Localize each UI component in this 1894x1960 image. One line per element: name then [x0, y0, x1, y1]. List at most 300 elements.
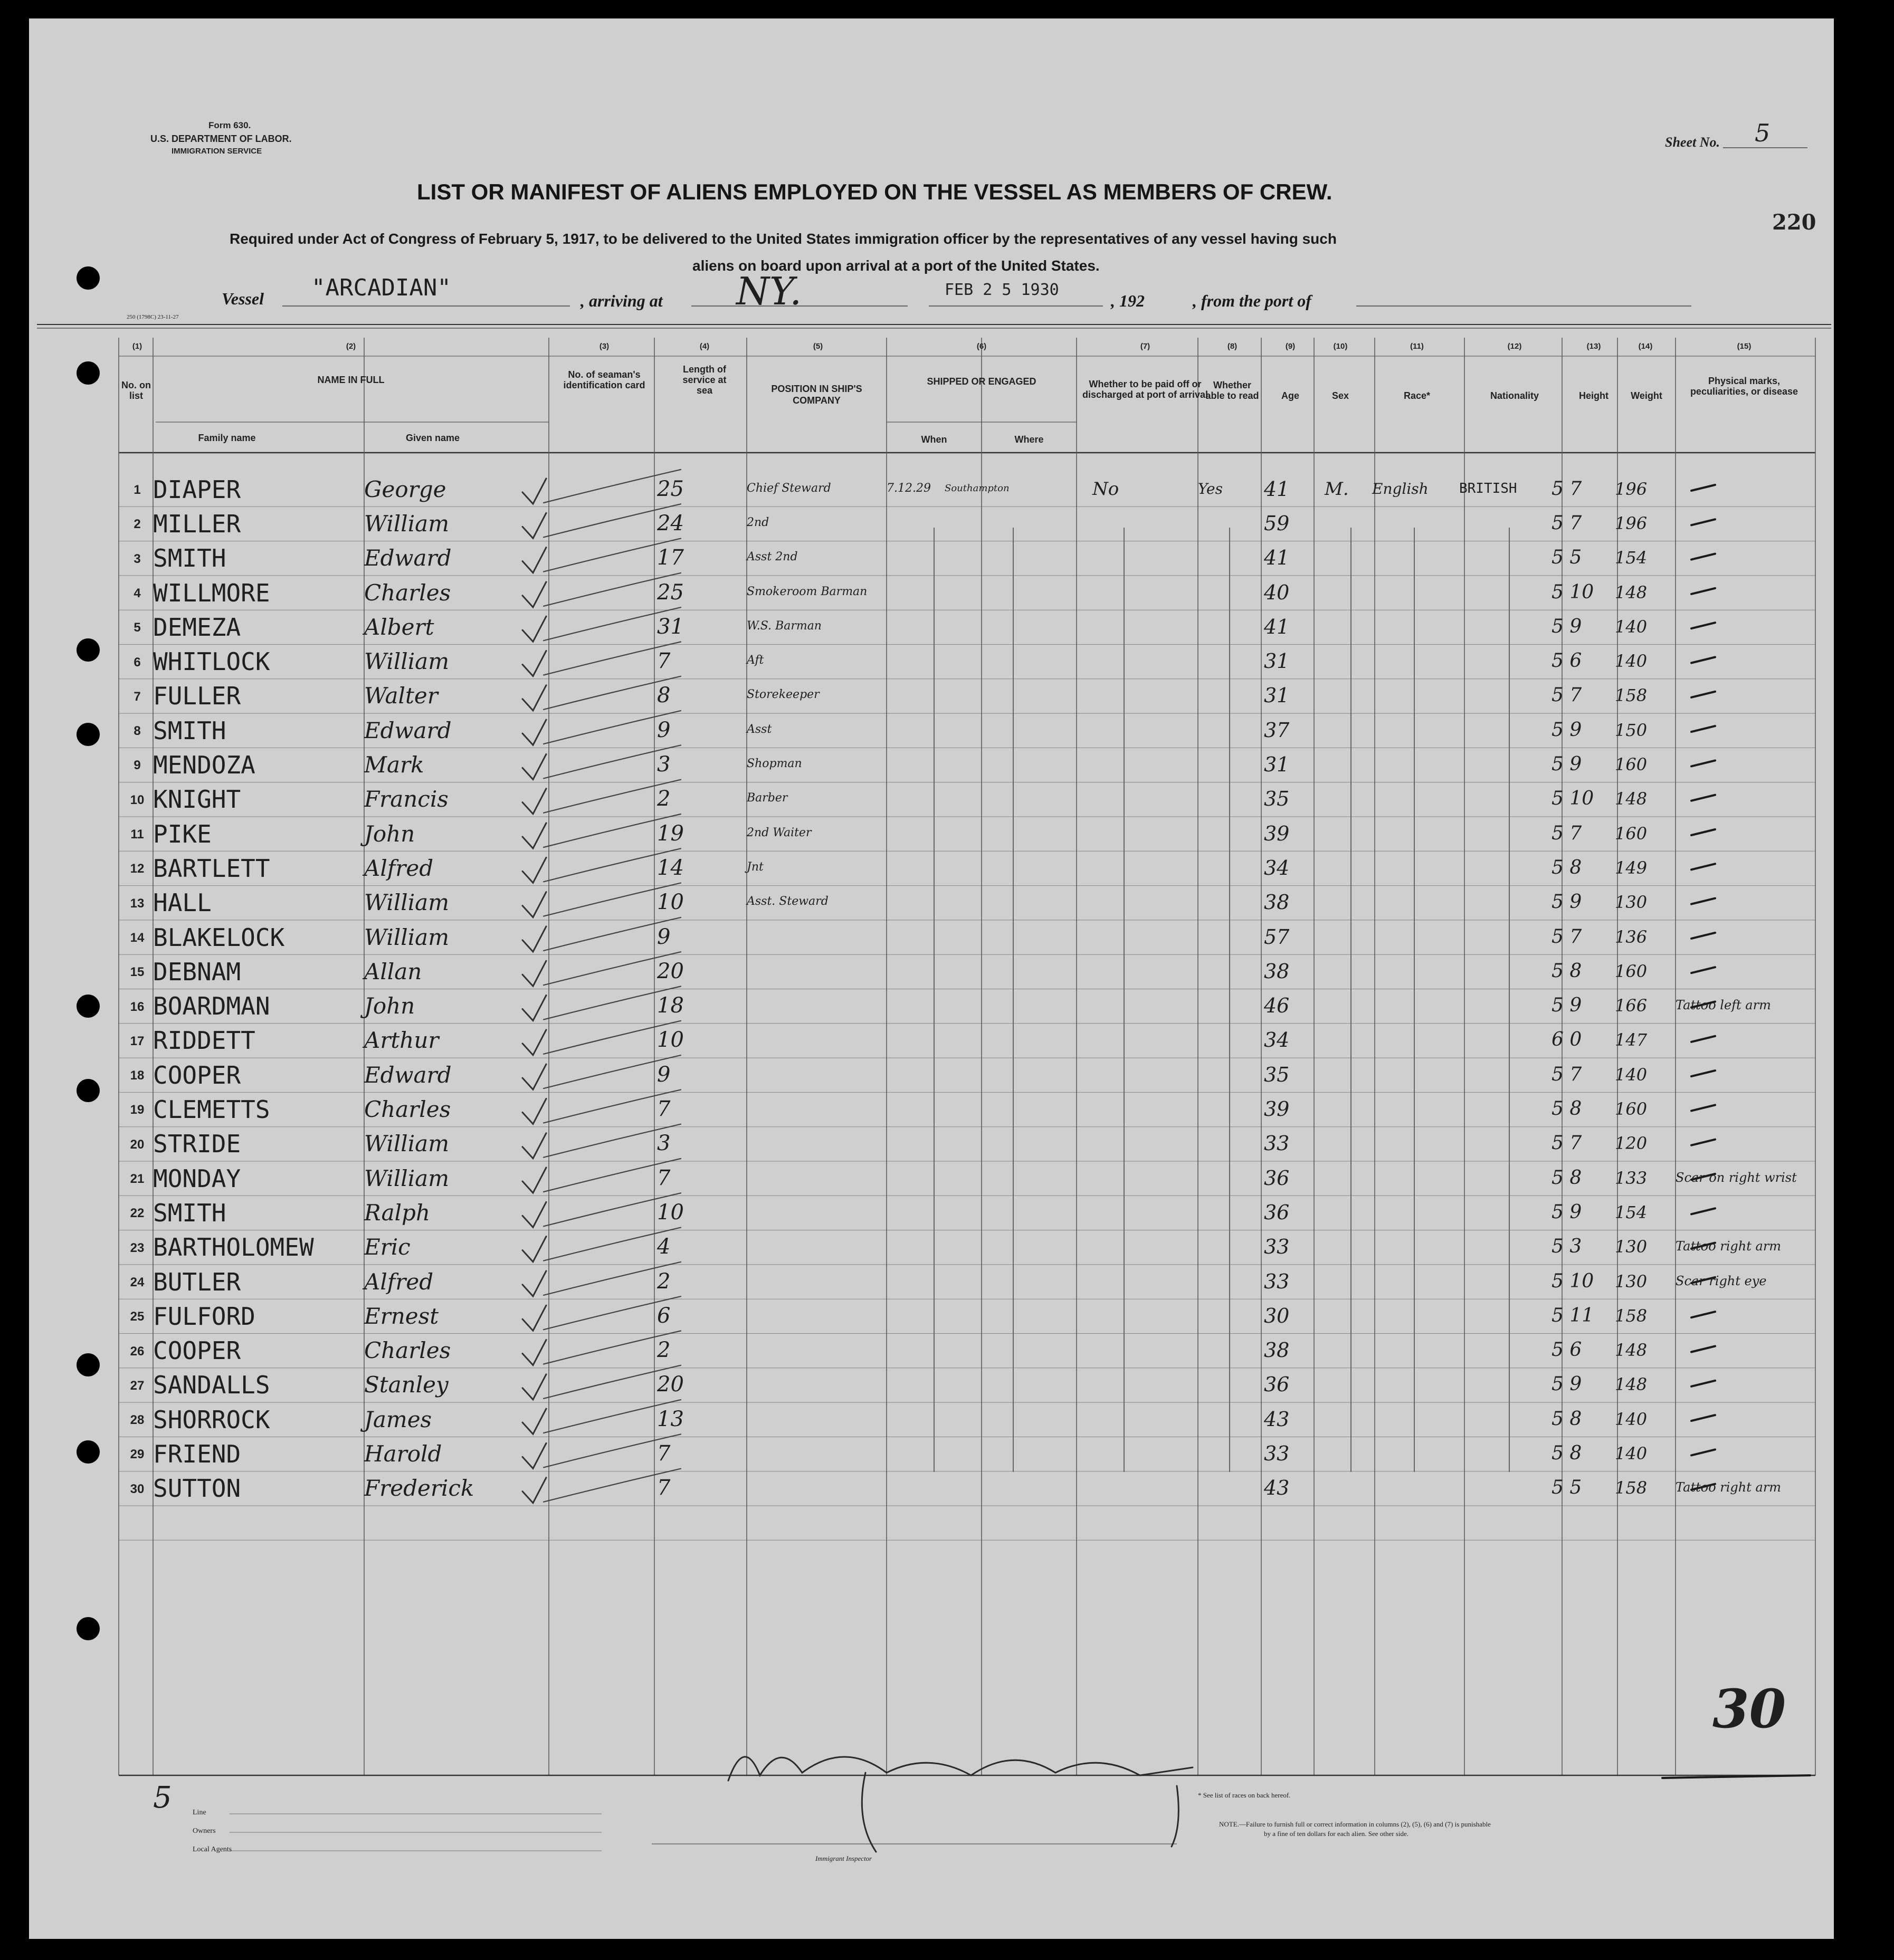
service-length: 10: [657, 1200, 684, 1225]
position: Shopman: [747, 757, 802, 771]
table-row: [0, 679, 1894, 713]
given-name: William: [364, 890, 450, 916]
table-row: [0, 748, 1894, 782]
position: Barber: [747, 791, 788, 805]
from-port-label: , from the port of: [1193, 291, 1311, 310]
weight: 148: [1615, 1340, 1648, 1361]
family-name: RIDDETT: [153, 1026, 255, 1055]
given-name: John: [364, 820, 415, 847]
row-number: 23: [130, 1240, 145, 1255]
family-name: SHORROCK: [153, 1405, 270, 1434]
height: 5 3: [1552, 1236, 1582, 1258]
service-length: 2: [657, 1338, 671, 1363]
form-number: Form 630.: [208, 120, 251, 130]
given-name: Edward: [364, 1062, 452, 1088]
family-name: DEBNAM: [153, 957, 241, 986]
header-where: Where: [1014, 434, 1044, 445]
height: 5 8: [1552, 1408, 1582, 1430]
age: 43: [1264, 1407, 1290, 1431]
row-number: 15: [130, 965, 145, 980]
table-row: [0, 1024, 1894, 1058]
height: 5 9: [1552, 891, 1582, 913]
given-name: Ralph: [364, 1199, 430, 1226]
given-name: Walter: [364, 683, 438, 709]
col-6-number: (6): [976, 342, 987, 351]
weight: 148: [1615, 789, 1648, 809]
family-name: BARTLETT: [153, 854, 270, 883]
age: 46: [1264, 994, 1290, 1018]
weight: 147: [1615, 1030, 1648, 1050]
weight: 149: [1615, 857, 1648, 878]
height: 5 7: [1552, 477, 1582, 500]
row-number: 11: [130, 827, 144, 842]
weight: 196: [1615, 513, 1648, 533]
given-name: Alfred: [364, 855, 434, 881]
given-name: Edward: [364, 717, 452, 743]
service-length: 7: [657, 649, 671, 674]
table-row: [0, 506, 1894, 541]
service-length: 25: [657, 476, 684, 501]
given-name: Edward: [364, 545, 452, 571]
row-number: 26: [130, 1344, 145, 1359]
header-position: POSITION IN SHIP'S COMPANY: [771, 384, 862, 406]
family-name: KNIGHT: [153, 785, 241, 814]
col-14-number: (14): [1638, 342, 1653, 351]
col-4-number: (4): [699, 342, 710, 351]
col-12-number: (12): [1507, 342, 1522, 351]
family-name: SUTTON: [153, 1474, 241, 1503]
table-row: [0, 1334, 1894, 1368]
family-name: COOPER: [153, 1060, 241, 1089]
age: 34: [1264, 856, 1290, 879]
table-row: [0, 1196, 1894, 1230]
family-name: MONDAY: [153, 1164, 241, 1193]
vessel-label: Vessel: [222, 289, 264, 308]
penalty-note-2: by a fine of ten dollars for each alien. See other side.: [1264, 1830, 1408, 1838]
row-number: 16: [130, 999, 145, 1014]
family-name: MILLER: [153, 509, 241, 538]
sheet-number: 5: [1755, 119, 1771, 147]
height: 5 11: [1552, 1304, 1594, 1326]
height: 5 5: [1552, 547, 1582, 569]
inspector-label: Immigrant Inspector: [815, 1854, 872, 1862]
age: 36: [1264, 1166, 1290, 1190]
table-row: [0, 1368, 1894, 1402]
given-name: Arthur: [364, 1027, 439, 1054]
table-row: [0, 1299, 1894, 1333]
given-name: Charles: [364, 579, 451, 606]
local-agents-label: Local Agents: [193, 1846, 232, 1853]
col-13-number: (13): [1586, 342, 1601, 351]
given-name: John: [364, 993, 415, 1019]
sheet-label: Sheet No.: [1665, 135, 1720, 150]
position: 2nd: [747, 515, 769, 529]
row-number: 3: [134, 551, 141, 566]
col-2-number: (2): [346, 342, 356, 351]
header-no-on-list: No. on list: [121, 380, 151, 401]
position: Storekeeper: [747, 688, 820, 702]
age: 33: [1264, 1132, 1290, 1155]
service-length: 18: [657, 993, 684, 1018]
service-length: 6: [657, 1303, 671, 1328]
height: 5 5: [1552, 1477, 1582, 1499]
service-length: 4: [657, 1235, 671, 1259]
age: 40: [1264, 580, 1290, 604]
inspector-signature: [728, 1757, 1193, 1852]
table-row: [0, 713, 1894, 748]
service-length: 31: [657, 614, 684, 639]
table-row: [0, 782, 1894, 817]
given-name: Harold: [364, 1441, 442, 1467]
able-to-read: Yes: [1198, 480, 1223, 498]
weight: 140: [1615, 616, 1648, 637]
col-9-number: (9): [1285, 342, 1296, 351]
col-5-number: (5): [813, 342, 823, 351]
given-name: William: [364, 1131, 450, 1157]
position: Asst 2nd: [747, 550, 798, 564]
age: 41: [1264, 546, 1290, 570]
position: Aft: [747, 654, 764, 667]
family-name: SMITH: [153, 1198, 226, 1227]
header-height: Height: [1579, 390, 1609, 401]
table-row: [0, 1127, 1894, 1161]
header-paid-off: Whether to be paid off or discharged at port of arrival: [1082, 379, 1208, 400]
vessel-name: "ARCADIAN": [311, 274, 451, 301]
print-code: 250 (1798C) 23-11-27: [127, 314, 179, 320]
height: 5 9: [1552, 995, 1582, 1017]
age: 38: [1264, 891, 1290, 914]
table-row: [0, 817, 1894, 851]
physical-marks: Tattoo right arm: [1676, 1480, 1782, 1495]
weight: 166: [1615, 996, 1648, 1016]
year-prefix: , 192: [1111, 291, 1145, 310]
age: 31: [1264, 753, 1290, 777]
races-note: * See list of races on back hereof.: [1198, 1791, 1291, 1799]
service-length: 7: [657, 1097, 671, 1122]
weight: 160: [1615, 1099, 1648, 1120]
row-number: 1: [134, 483, 141, 497]
weight: 140: [1615, 1064, 1648, 1085]
sex: M.: [1325, 478, 1349, 500]
weight: 130: [1615, 892, 1648, 913]
family-name: BOARDMAN: [153, 992, 270, 1021]
row-number: 17: [130, 1034, 145, 1048]
service-length: 20: [657, 1372, 684, 1397]
height: 5 9: [1552, 1201, 1582, 1223]
family-name: SMITH: [153, 544, 226, 573]
family-name: FRIEND: [153, 1440, 241, 1469]
service-length: 14: [657, 855, 684, 880]
header-weight: Weight: [1631, 390, 1662, 401]
family-name: BARTHOLOMEW: [153, 1233, 314, 1262]
position: Asst. Steward: [747, 895, 829, 909]
row-number: 7: [134, 689, 141, 704]
service-length: 7: [657, 1165, 671, 1190]
table-row: [0, 851, 1894, 885]
height: 5 10: [1552, 581, 1594, 603]
header-given-name: Given name: [405, 433, 460, 443]
given-name: Albert: [364, 614, 434, 640]
weight: 140: [1615, 1409, 1648, 1429]
service-name: IMMIGRATION SERVICE: [172, 147, 262, 156]
weight: 154: [1615, 1202, 1648, 1222]
given-name: William: [364, 510, 450, 537]
table-row: [0, 472, 1894, 506]
shipped-where: Southampton: [945, 482, 1010, 494]
header-name-in-full: NAME IN FULL: [317, 375, 385, 385]
col-7-number: (7): [1140, 342, 1150, 351]
height: 5 8: [1552, 960, 1582, 982]
weight: 154: [1615, 548, 1648, 568]
given-name: Allan: [364, 958, 422, 984]
age: 33: [1264, 1235, 1290, 1259]
given-name: Charles: [364, 1337, 451, 1364]
service-length: 2: [657, 1269, 671, 1294]
height: 5 7: [1552, 1132, 1582, 1154]
weight: 140: [1615, 1443, 1648, 1464]
given-name: Eric: [364, 1234, 411, 1260]
given-name: George: [364, 476, 446, 502]
family-name: PIKE: [153, 819, 212, 848]
age: 39: [1264, 821, 1290, 845]
row-number: 30: [130, 1481, 145, 1496]
service-length: 25: [657, 580, 684, 605]
given-name: William: [364, 924, 450, 950]
age: 34: [1264, 1028, 1290, 1052]
age: 57: [1264, 925, 1290, 949]
age: 30: [1264, 1304, 1290, 1327]
table-row: [0, 1402, 1894, 1437]
shipped-when: 7.12.29: [887, 481, 931, 495]
page-number: 220: [1772, 210, 1816, 235]
height: 5 7: [1552, 512, 1582, 534]
given-name: James: [364, 1406, 432, 1432]
row-number: 29: [130, 1447, 145, 1462]
height: 5 8: [1552, 1442, 1582, 1465]
weight: 158: [1615, 1478, 1648, 1498]
row-number: 28: [130, 1413, 145, 1428]
header-length-service: Length of service at sea: [682, 364, 727, 396]
table-row: [0, 886, 1894, 920]
given-name: William: [364, 1165, 450, 1191]
department-name: U.S. DEPARTMENT OF LABOR.: [150, 133, 292, 144]
age: 31: [1264, 649, 1290, 673]
age: 41: [1264, 477, 1290, 501]
service-length: 8: [657, 683, 671, 708]
table-row: [0, 989, 1894, 1024]
service-length: 17: [657, 546, 684, 570]
given-name: Frederick: [364, 1475, 474, 1502]
row-number: 8: [134, 724, 141, 739]
given-name: William: [364, 648, 450, 675]
weight: 133: [1615, 1168, 1648, 1188]
row-number: 18: [130, 1068, 145, 1083]
age: 36: [1264, 1373, 1290, 1397]
height: 5 9: [1552, 1373, 1582, 1395]
header-nationality: Nationality: [1490, 390, 1539, 401]
row-number: 13: [130, 896, 145, 911]
weight: 196: [1615, 479, 1648, 499]
col-11-number: (11): [1410, 342, 1424, 351]
col-1-number: (1): [132, 342, 142, 351]
weight: 150: [1615, 720, 1648, 740]
age: 33: [1264, 1442, 1290, 1466]
family-name: FULFORD: [153, 1302, 255, 1331]
service-length: 19: [657, 821, 684, 846]
row-number: 19: [130, 1103, 145, 1117]
family-name: BLAKELOCK: [153, 923, 285, 952]
row-number: 14: [130, 930, 145, 945]
position: Smokeroom Barman: [747, 585, 868, 598]
weight: 140: [1615, 651, 1648, 672]
table-row: [0, 576, 1894, 610]
paid-off: No: [1092, 478, 1119, 500]
service-length: 9: [657, 1062, 671, 1087]
family-name: HALL: [153, 888, 212, 917]
position: Chief Steward: [747, 481, 831, 495]
height: 5 10: [1552, 788, 1594, 810]
nationality: BRITISH: [1459, 480, 1517, 496]
table-row: [0, 1471, 1894, 1506]
family-name: WILLMORE: [153, 578, 270, 607]
header-id-card: No. of seaman's identification card: [563, 369, 645, 390]
physical-marks: Scar right eye: [1676, 1273, 1767, 1288]
service-length: 9: [657, 718, 671, 742]
age: 39: [1264, 1097, 1290, 1121]
service-length: 2: [657, 787, 671, 811]
row-number: 5: [134, 620, 141, 635]
table-row: [0, 1092, 1894, 1126]
weight: 148: [1615, 1374, 1648, 1395]
page-title: LIST OR MANIFEST OF ALIENS EMPLOYED ON THE VESSEL AS MEMBERS OF CREW.: [417, 179, 1333, 204]
table-row: [0, 1265, 1894, 1299]
age: 31: [1264, 684, 1290, 707]
weight: 136: [1615, 926, 1648, 947]
arriving-port: NY.: [736, 269, 802, 313]
table-row: [0, 645, 1894, 679]
col-15-number: (15): [1737, 342, 1752, 351]
age: 38: [1264, 1338, 1290, 1362]
row-number: 6: [134, 655, 141, 670]
row-number: 24: [130, 1275, 145, 1289]
weight: 130: [1615, 1271, 1648, 1292]
table-row: [0, 1161, 1894, 1196]
line-label: Line: [193, 1809, 206, 1816]
service-length: 9: [657, 924, 671, 949]
position: W.S. Barman: [747, 619, 822, 633]
date-stamp: FEB 2 5 1930: [945, 281, 1059, 299]
race: English: [1372, 480, 1429, 498]
age: 35: [1264, 1063, 1290, 1086]
family-name: CLEMETTS: [153, 1095, 270, 1124]
height: 5 7: [1552, 822, 1582, 844]
physical-marks: Tattoo left arm: [1676, 998, 1771, 1013]
header-family-name: Family name: [198, 433, 256, 443]
table-row: [0, 1058, 1894, 1092]
service-length: 20: [657, 959, 684, 983]
age: 43: [1264, 1476, 1290, 1500]
weight: 160: [1615, 823, 1648, 844]
position: Jnt: [747, 860, 764, 874]
header-age: Age: [1281, 390, 1299, 401]
given-name: Francis: [364, 786, 449, 812]
row-number: 22: [130, 1206, 145, 1221]
age: 36: [1264, 1200, 1290, 1224]
family-name: BUTLER: [153, 1267, 241, 1296]
header-shipped: SHIPPED OR ENGAGED: [927, 376, 1036, 387]
penalty-note-1: NOTE.—Failure to furnish full or correct information in columns (2), (5), (6) and (7) is punishable: [1219, 1820, 1491, 1828]
service-length: 13: [657, 1407, 684, 1431]
header-able-read: Whether able to read: [1205, 380, 1259, 401]
row-number: 20: [130, 1137, 145, 1152]
header-when: When: [921, 434, 947, 445]
given-name: Stanley: [364, 1372, 449, 1398]
col-10-number: (10): [1333, 342, 1348, 351]
physical-marks: Scar on right wrist: [1676, 1170, 1797, 1185]
height: 5 9: [1552, 753, 1582, 776]
row-number: 10: [130, 792, 145, 807]
service-length: 7: [657, 1476, 671, 1500]
family-name: SMITH: [153, 716, 226, 745]
age: 41: [1264, 615, 1290, 638]
family-name: STRIDE: [153, 1130, 241, 1159]
given-name: Mark: [364, 752, 424, 778]
subtitle-line-1: Required under Act of Congress of February 5, 1917, to be delivered to the United States immigration officer by the representatives of any vessel having such: [230, 231, 1337, 247]
row-number: 21: [130, 1172, 145, 1186]
height: 5 6: [1552, 650, 1582, 672]
position: 2nd Waiter: [747, 826, 812, 839]
family-name: SANDALLS: [153, 1371, 270, 1400]
table-row: [0, 954, 1894, 989]
age: 38: [1264, 959, 1290, 983]
family-name: COOPER: [153, 1336, 241, 1365]
given-name: Charles: [364, 1096, 451, 1123]
header-sex: Sex: [1331, 390, 1349, 401]
owners-label: Owners: [193, 1827, 216, 1835]
table-row: [0, 1437, 1894, 1471]
service-length: 3: [657, 752, 671, 777]
weight: 130: [1615, 1237, 1648, 1257]
height: 5 10: [1552, 1270, 1594, 1292]
given-name: Alfred: [364, 1268, 434, 1295]
row-number: 4: [134, 586, 141, 600]
arriving-label: , arriving at: [580, 291, 663, 310]
service-length: 10: [657, 890, 684, 915]
weight: 160: [1615, 961, 1648, 981]
table-row: [0, 1230, 1894, 1265]
height: 5 7: [1552, 925, 1582, 948]
total-count: 30: [1712, 1678, 1786, 1740]
height: 5 9: [1552, 615, 1582, 637]
row-number: 27: [130, 1378, 145, 1393]
col-8-number: (8): [1227, 342, 1238, 351]
age: 59: [1264, 511, 1290, 535]
given-name: Ernest: [364, 1303, 439, 1329]
position: Asst: [747, 722, 772, 736]
height: 5 7: [1552, 684, 1582, 706]
height: 5 6: [1552, 1339, 1582, 1361]
family-name: DEMEZA: [153, 613, 241, 642]
family-name: FULLER: [153, 682, 241, 711]
height: 6 0: [1552, 1029, 1582, 1051]
family-name: DIAPER: [153, 475, 241, 504]
table-row: [0, 541, 1894, 576]
row-number: 25: [130, 1309, 145, 1324]
service-length: 24: [657, 511, 684, 536]
age: 37: [1264, 718, 1290, 742]
height: 5 8: [1552, 856, 1582, 878]
col-3-number: (3): [599, 342, 610, 351]
